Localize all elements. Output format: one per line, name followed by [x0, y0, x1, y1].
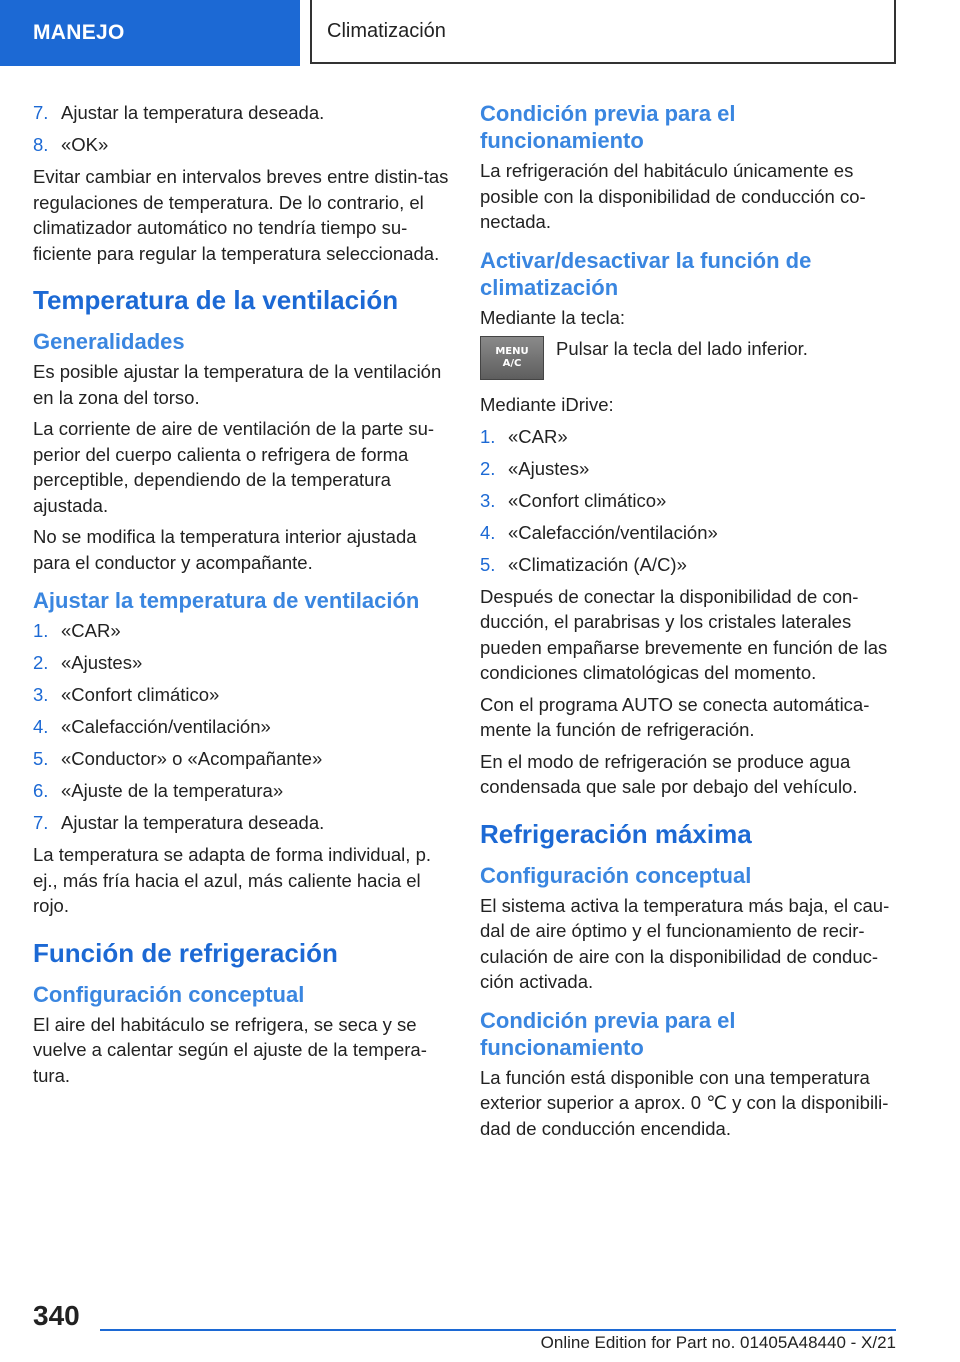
step-number: 4. [33, 716, 49, 737]
list-item [33, 746, 453, 772]
list-item [33, 100, 453, 126]
top-steps-list [33, 100, 453, 158]
heading-adjust-vent: Ajustar la temperatura de ventilación [33, 588, 420, 613]
step-number: 5. [33, 748, 49, 769]
step-number: 1. [480, 425, 496, 447]
step-text: «Calefacción/ventilación» [61, 716, 271, 737]
paragraph-idrive: Mediante iDrive: [480, 394, 614, 415]
heading-precondition-2: Condición previa para el funcionamiento [480, 1007, 736, 1060]
step-text: «Ajustes» [61, 652, 143, 673]
step-text: «Ajustes» [508, 457, 590, 479]
heading-cooling-function: Función de refrigeración [33, 937, 338, 968]
step-number: 1. [33, 620, 49, 641]
key-label-ac: A/C [502, 358, 522, 369]
list-item [33, 682, 453, 708]
step-number: 6. [33, 780, 49, 801]
list-item [33, 778, 453, 804]
step-text: «OK» [61, 134, 109, 155]
step-text: «Ajuste de la temperatura» [61, 780, 284, 801]
list-item [480, 552, 900, 578]
page-number: 340 [33, 1300, 80, 1331]
adjust-steps-list [33, 618, 453, 836]
key-instruction [480, 336, 900, 380]
list-item [480, 424, 900, 450]
heading-toggle-climate: Activar/desactivar la función de climatización [480, 247, 812, 300]
paragraph-general-2: La corriente de aire de ventilación de la parte su-perior del cuerpo calienta o refrigera de forma perceptible, dependiendo de la temperatura ajustada. [33, 418, 435, 516]
right-column [480, 100, 900, 1147]
step-text: Ajustar la temperatura deseada. [61, 812, 325, 833]
step-text: «CAR» [508, 425, 568, 447]
heading-precondition: Condición previa para el funcionamiento [480, 101, 736, 153]
footer-divider [100, 1329, 896, 1331]
step-number: 2. [33, 652, 49, 673]
chapter-title: Climatización [310, 0, 896, 64]
paragraph-after: Después de conectar la disponibilidad de con-ducción, el parabrisas y los cristales laterales pueden empañarse brevemente en función de las condiciones climatológicas del momento. [480, 585, 888, 683]
page-header [0, 0, 960, 66]
paragraph-concept: El sistema activa la temperatura más baja, el cau-dal de aire óptimo y el funcionamiento de recir-culación de aire con la disponibilidad de conduc-ción activada. [480, 894, 890, 992]
key-action-text: Pulsar la tecla del lado inferior. [556, 338, 808, 359]
step-number: 4. [480, 521, 496, 543]
paragraph-precondition: La refrigeración del habitáculo únicamente es posible con la disponibilidad de conducción co-nectada. [480, 160, 866, 232]
step-number: 5. [480, 553, 496, 575]
paragraph-concept: El aire del habitáculo se refrigera, se seca y se vuelve a calentar según el ajuste de la tempera-tura. [33, 1013, 427, 1086]
step-number: 7. [33, 812, 49, 833]
heading-vent-temperature: Temperatura de la ventilación [33, 285, 399, 315]
step-number: 7. [33, 102, 49, 123]
paragraph-adapt: La temperatura se adapta de forma individual, p. ej., más fría hacia el azul, más caliente hacia el rojo. [33, 844, 431, 916]
paragraph-water: En el modo de refrigeración se produce agua condensada que sale por debajo del vehículo. [480, 750, 858, 797]
paragraph-general-1: Es posible ajustar la temperatura de la ventilación en la zona del torso. [33, 361, 442, 408]
heading-concept: Configuración conceptual [480, 862, 752, 888]
step-number: 3. [33, 684, 49, 705]
key-label-menu: MENU [495, 346, 529, 357]
list-item [33, 714, 453, 740]
list-item [33, 132, 453, 158]
paragraph-key: Mediante la tecla: [480, 306, 626, 328]
step-text: «Calefacción/ventilación» [508, 521, 718, 543]
step-text: «Climatización (A/C)» [508, 553, 687, 575]
list-item [480, 488, 900, 514]
list-item [33, 810, 453, 836]
heading-max-cooling: Refrigeración máxima [480, 818, 752, 849]
section-tab: MANEJO [0, 0, 300, 66]
list-item [480, 456, 900, 482]
step-text: «Conductor» o «Acompañante» [61, 748, 323, 769]
step-text: «Confort climático» [61, 684, 220, 705]
edition-footer: Online Edition for Part no. 01405A48440 - X/21 [540, 1333, 896, 1352]
idrive-steps-list [480, 424, 900, 578]
list-item [480, 520, 900, 546]
step-number: 2. [480, 457, 496, 479]
step-text: «CAR» [61, 620, 121, 641]
step-text: Ajustar la temperatura deseada. [61, 102, 325, 123]
paragraph-precondition-2: La función está disponible con una temperatura exterior superior a aprox. 0 ℃ y con la disponibili-dad de conducción encendida. [480, 1066, 889, 1139]
list-item [33, 618, 453, 644]
step-number: 3. [480, 489, 496, 511]
paragraph-intervals: Evitar cambiar en intervalos breves entre distin-tas regulaciones de temperatura. De lo contrario, el climatizador automático no tendría tiempo su-ficiente para regular la temperatura seleccionada. [33, 166, 449, 264]
menu-ac-key-icon [480, 336, 544, 380]
paragraph-general-3: No se modifica la temperatura interior ajustada para el conductor y acompañante. [33, 526, 417, 573]
heading-general: Generalidades [33, 329, 185, 354]
heading-concept: Configuración conceptual [33, 981, 305, 1007]
step-number: 8. [33, 134, 49, 155]
left-column [33, 100, 453, 1094]
paragraph-auto: Con el programa AUTO se conecta automática-mente la función de refrigeración. [480, 693, 870, 740]
step-text: «Confort climático» [508, 489, 667, 511]
list-item [33, 650, 453, 676]
